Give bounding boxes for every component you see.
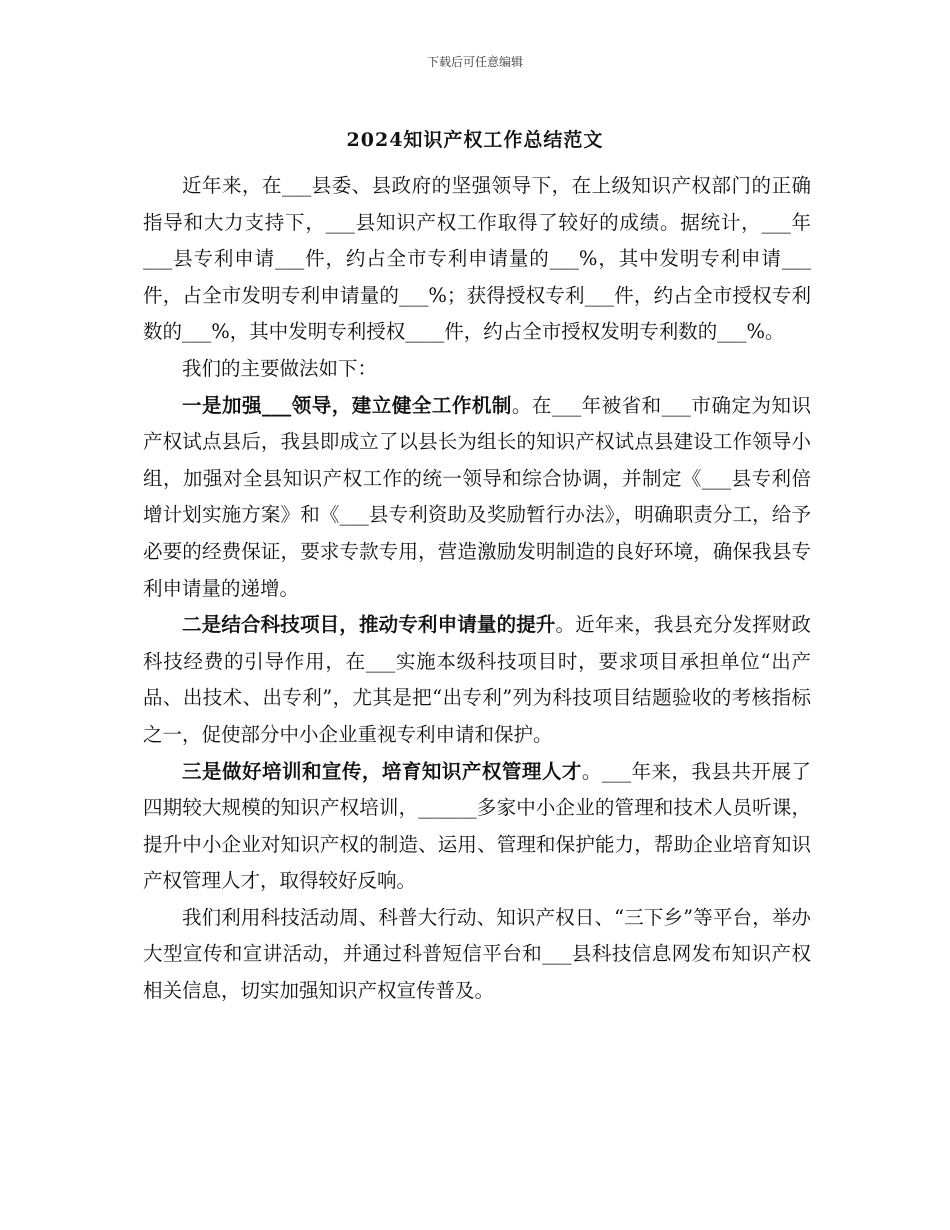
paragraph-method-1 [143, 388, 811, 608]
paragraph-intro: 近年来，在___县委、县政府的坚强领导下，在上级知识产权部门的正确指导和大力支持下，___县知识产权工作取得了较好的成绩。据统计，___年___县专利申请___件，约占全市专利申请量的___%，其中发明专利申请___件，占全市发明专利申请量的___%；获得授权专利___件，约占全市授权专利数的___%，其中发明专利授权____件，约占全市授权发明专利数的___%。 [143, 174, 811, 344]
paragraph-method-2-text: 。近年来，我县充分发挥财政科技经费的引导作用，在___实施本级科技项目时，要求项目承担单位“出产品、出技术、出专利”，尤其是把“出专利”列为科技项目结题验收的考核指标之一，促使部分中小企业重视专利申请和保护。 [143, 613, 811, 746]
paragraph-method-1-lead: 一是加强___领导，建立健全工作机制 [182, 393, 512, 417]
paragraph-methods-intro: 我们的主要做法如下： [182, 356, 378, 380]
document-body [143, 168, 811, 1010]
paragraph-method-1-text: 。在___年被省和___市确定为知识产权试点县后，我县即成立了以县长为组长的知识产权试点县建设工作领导小组，加强对全县知识产权工作的统一领导和综合协调，并制定《___县专利倍增计划实施方案》和《___县专利资助及奖励暂行办法》，明确职责分工，给予必要的经费保证，要求专款专用，营造激励发明制造的良好环境，确保我县专利申请量的递增。 [143, 393, 811, 600]
paragraph-method-3-text: 。___年来，我县共开展了四期较大规模的知识产权培训，______多家中小企业的管理和技术人员听课，提升中小企业对知识产权的制造、运用、管理和保护能力，帮助企业培育知识产权管理人才，取得较好反响。 [143, 759, 811, 893]
paragraph-method-2-lead: 二是结合科技项目，推动专利申请量的提升 [182, 613, 556, 637]
document-title: 2024知识产权工作总结范文 [346, 129, 604, 151]
paragraph-method-3 [143, 754, 811, 900]
header-note: 下载后可任意编辑 [426, 55, 523, 69]
paragraph-publicity: 我们利用科技活动周、科普大行动、知识产权日、“三下乡”等平台，举办大型宣传和宣讲活动，并通过科普短信平台和___县科技信息网发布知识产权相关信息，切实加强知识产权宣传普及。 [143, 905, 811, 1003]
paragraph-method-3-lead: 三是做好培训和宣传，培育知识产权管理人才 [182, 759, 582, 783]
paragraph-method-2 [143, 607, 811, 753]
